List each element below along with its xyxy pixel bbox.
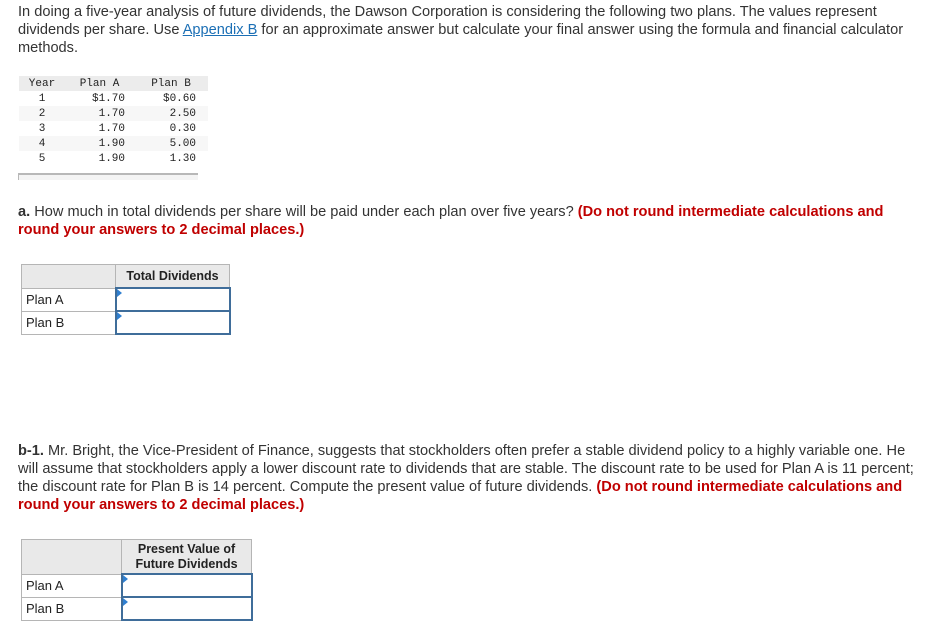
plan-b-present-value-input[interactable] — [123, 598, 251, 619]
total-dividends-header: Total Dividends — [116, 265, 230, 289]
year-cell: 4 — [19, 136, 65, 151]
header-plan-b: Plan B — [134, 76, 208, 91]
row-label-plan-b: Plan B — [22, 597, 122, 620]
problem-intro — [18, 3, 918, 57]
plan-b-pv-cell — [122, 597, 252, 620]
table-row — [19, 136, 208, 151]
question-b1-text: Mr. Bright, the Vice-President of Finance, suggests that stockholders often prefer a stable dividend policy to a highly variable one. He will assume that stockholders apply a lower discount rate to dividends that are stable. The discount rate to be used for Plan A is 11 percent; the discount rate for Plan B is 14 percent. Compute the present value of future dividends. — [18, 443, 914, 495]
table-row — [22, 597, 252, 620]
header-year: Year — [19, 76, 65, 91]
plan-a-present-value-input[interactable] — [123, 575, 251, 596]
plan-a-cell: 1.90 — [98, 152, 125, 165]
table-row — [22, 574, 252, 597]
data-table-header-row — [19, 76, 208, 91]
table-row — [19, 91, 208, 106]
input-flag-icon — [117, 289, 122, 297]
input-flag-icon — [117, 312, 122, 320]
row-label-plan-a: Plan A — [22, 288, 116, 311]
plan-b-cell: $0.60 — [162, 92, 196, 105]
total-dividends-grid — [21, 264, 231, 335]
plan-a-total-dividends-input[interactable] — [117, 289, 229, 310]
intro-text-start: In doing a five-year analysis of future dividends, the Dawson Corporation is considering the following two plans. The values represent dividends per share. Use — [18, 4, 877, 38]
plan-b-cell: 5.00 — [134, 136, 208, 151]
table-row — [19, 151, 208, 166]
appendix-b-link[interactable]: Appendix B — [182, 22, 258, 38]
grid-corner-cell — [22, 265, 116, 289]
plan-b-total-dividends-input[interactable] — [117, 312, 229, 333]
plan-a-cell: 1.70 — [98, 122, 125, 135]
year-cell: 3 — [38, 122, 46, 135]
present-value-header-line2: Future Dividends — [135, 556, 238, 571]
plan-a-cell: 1.90 — [65, 136, 134, 151]
plan-b-cell: 0.30 — [169, 122, 196, 135]
table-row — [22, 288, 230, 311]
input-flag-icon — [123, 598, 128, 606]
table-scrollbar[interactable] — [18, 173, 198, 180]
input-flag-icon — [123, 575, 128, 583]
plan-b-total-cell — [116, 311, 230, 334]
table-row — [22, 311, 230, 334]
question-a-instruction: (Do not round intermediate calculations and round your answers to 2 decimal places.) — [18, 204, 884, 238]
question-a-text: How much in total dividends per share will be paid under each plan over five years? — [30, 204, 578, 220]
plan-a-cell: $1.70 — [91, 92, 125, 105]
present-value-header-line1: Present Value of — [137, 541, 236, 556]
year-cell: 2 — [19, 106, 65, 121]
question-b1-label: b-1. — [18, 443, 44, 459]
grid-header-row — [22, 265, 230, 289]
plan-b-cell: 2.50 — [134, 106, 208, 121]
question-b1 — [18, 442, 918, 514]
dividend-data-table — [19, 76, 208, 166]
row-label-plan-b: Plan B — [22, 311, 116, 334]
table-row — [19, 106, 208, 121]
year-cell: 1 — [38, 92, 46, 105]
question-b1-instruction: (Do not round intermediate calculations and round your answers to 2 decimal places.) — [18, 479, 903, 513]
present-value-grid — [21, 539, 253, 621]
plan-a-total-cell — [116, 288, 230, 311]
row-label-plan-a: Plan A — [22, 574, 122, 597]
intro-text-end: for an approximate answer but calculate your final answer using the formula and financial calculator methods. — [18, 22, 904, 56]
plan-b-cell: 1.30 — [169, 152, 196, 165]
grid-corner-cell — [22, 540, 122, 575]
question-a-label: a. — [18, 204, 31, 220]
question-a — [18, 203, 918, 239]
header-plan-a: Plan A — [65, 76, 134, 91]
present-value-header — [122, 540, 252, 575]
plan-a-pv-cell — [122, 574, 252, 597]
grid-header-row — [22, 540, 252, 575]
year-cell: 5 — [38, 152, 46, 165]
table-row — [19, 121, 208, 136]
plan-a-cell: 1.70 — [65, 106, 134, 121]
